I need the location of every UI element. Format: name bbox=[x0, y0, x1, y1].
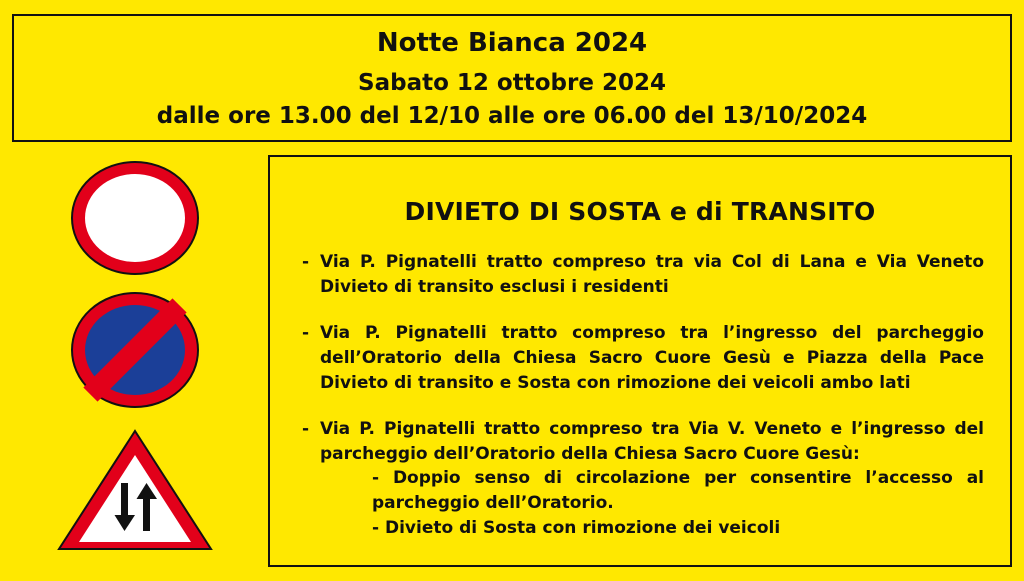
sub-list-item: - Divieto di Sosta con rimozione dei veicoli bbox=[372, 517, 781, 538]
list-item bbox=[296, 321, 984, 395]
list-item-body bbox=[320, 321, 984, 395]
list-item-body bbox=[320, 250, 984, 299]
no-transit-icon bbox=[55, 159, 215, 277]
two-way-traffic-icon bbox=[55, 425, 215, 555]
page-title: Notte Bianca 2024 bbox=[376, 27, 648, 58]
event-time-range: dalle ore 13.00 del 12/10 alle ore 06.00 del 13/10/2024 bbox=[156, 103, 868, 130]
sign-column bbox=[55, 155, 225, 565]
restrictions-list bbox=[296, 250, 984, 540]
list-item-text: Via P. Pignatelli tratto compreso tra Via V. Veneto e l’ingresso del parcheggio dell’Oratorio della Chiesa Sacro Cuore Gesù: bbox=[320, 419, 984, 464]
header-box bbox=[12, 14, 1012, 142]
bullet-marker: - bbox=[302, 252, 310, 272]
list-item-text: Via P. Pignatelli tratto compreso tra l’ingresso del parcheggio dell’Oratorio della Chiesa Sacro Cuore Gesù e Piazza della Pace Divieto di transito e Sosta con rimozione dei veicoli ambo lati bbox=[320, 323, 984, 393]
sub-list-item: - Doppio senso di circolazione per consentire l’accesso al parcheggio dell’Oratorio. bbox=[372, 468, 984, 514]
sub-list bbox=[320, 466, 984, 540]
no-parking-icon bbox=[55, 290, 215, 410]
list-item bbox=[296, 250, 984, 299]
list-item-text: Via P. Pignatelli tratto compreso tra via Col di Lana e Via Veneto Divieto di transito esclusi i residenti bbox=[320, 252, 984, 297]
bullet-marker: - bbox=[302, 419, 310, 440]
list-item bbox=[296, 417, 984, 540]
restrictions-title: DIVIETO DI SOSTA e di TRANSITO bbox=[404, 197, 876, 226]
list-item-body bbox=[320, 417, 984, 540]
event-date: Sabato 12 ottobre 2024 bbox=[358, 70, 666, 97]
restrictions-box bbox=[268, 155, 1012, 567]
bullet-marker: - bbox=[302, 323, 310, 344]
